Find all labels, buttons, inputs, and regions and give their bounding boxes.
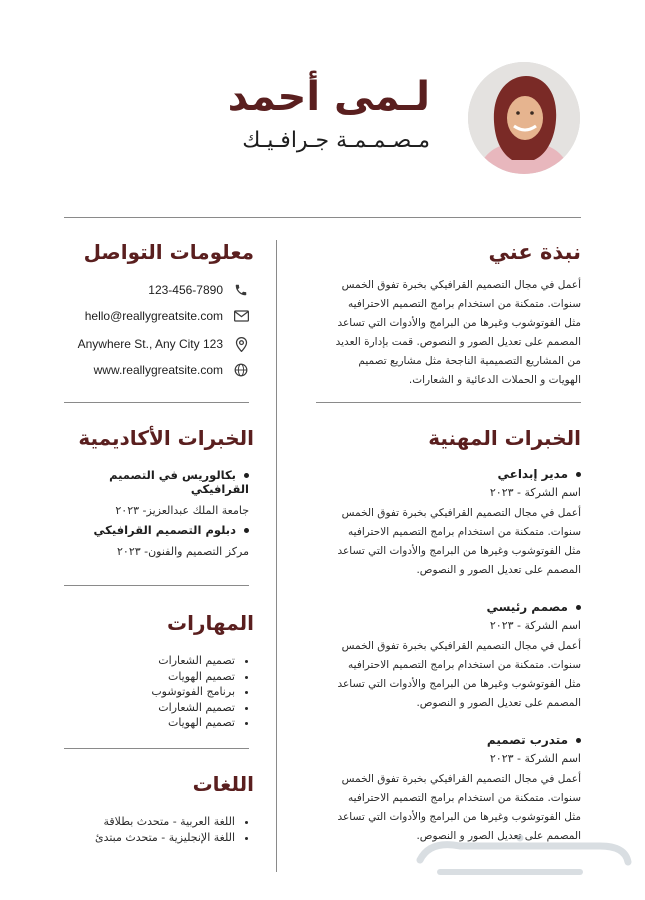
- about-divider: [316, 402, 581, 403]
- education-divider: [64, 585, 249, 586]
- skill-item: • تصميم الشعارات: [64, 653, 235, 669]
- about-heading: نبذة عني: [488, 240, 581, 264]
- header-divider: [64, 217, 581, 218]
- job-description: أعمل في مجال التصميم القرافيكي بخبرة تفوق الخمس سنوات. متمكنة من استخدام برامج التصميم الاحترافيه مثل الفوتوشوب وغيرها من البرامج والأدوات التي تساعد المصمم على تعديل الصور و النصوص.: [337, 773, 581, 842]
- contact-website[interactable]: www.reallygreatsite.com: [93, 363, 223, 377]
- experience-heading: الخبرات المهنية: [428, 426, 581, 450]
- bullet-dot: [576, 472, 581, 477]
- job-item: [291, 600, 581, 713]
- location-pin-icon: [233, 336, 249, 352]
- education-degree: بكالوريس في التصميم القرافيكي: [109, 468, 249, 496]
- phone-icon: [233, 282, 249, 298]
- job-title: مصمم رئيسي: [291, 600, 581, 614]
- bullet-dot: [244, 473, 249, 478]
- globe-icon: [233, 362, 249, 378]
- job-company: اسم الشركة - ٢٠٢٣: [489, 486, 581, 499]
- languages-list: [64, 814, 249, 845]
- contact-phone[interactable]: 123-456-7890: [148, 283, 223, 297]
- skill-item: • تصميم الشعارات: [64, 700, 235, 716]
- skill-item: • تصميم الهويات: [64, 715, 235, 731]
- job-item: [291, 733, 581, 846]
- job-title: متدرب تصميم: [291, 733, 581, 747]
- contact-address: Anywhere St., Any City 123: [77, 337, 223, 351]
- job-company: اسم الشركة - ٢٠٢٣: [489, 619, 581, 632]
- haraj-watermark-logo: [400, 832, 640, 882]
- column-divider: [276, 240, 277, 872]
- resume-role: مـصـمـمـة جـرافـيـك: [242, 128, 430, 153]
- education-school: جامعة الملك عبدالعزيز- ٢٠٢٣: [115, 504, 249, 517]
- contact-phone-row: [64, 282, 249, 298]
- contact-email-row: [64, 308, 249, 324]
- job-item: [291, 467, 581, 580]
- job-description: أعمل في مجال التصميم القرافيكي بخبرة تفوق الخمس سنوات. متمكنة من استخدام برامج التصميم الاحترافيه مثل الفوتوشوب وغيرها من البرامج والأدوات التي تساعد المصمم على تعديل الصور و النصوص.: [337, 640, 581, 709]
- skills-heading: المهارات: [167, 611, 254, 635]
- job-description: أعمل في مجال التصميم القرافيكي بخبرة تفوق الخمس سنوات. متمكنة من استخدام برامج التصميم الاحترافيه مثل الفوتوشوب وغيرها من البرامج والأدوات التي تساعد المصمم على تعديل الصور و النصوص.: [337, 507, 581, 576]
- education-school: مركز التصميم والفنون- ٢٠٢٣: [117, 545, 249, 558]
- contact-address-row: [64, 336, 249, 352]
- bullet-dot: [244, 528, 249, 533]
- about-text: أعمل في مجال التصميم القرافيكي بخبرة تفوق الخمس سنوات. متمكنة من استخدام برامج التصميم الاحترافيه مثل الفوتوشوب وغيرها من البرامج والأدوات التي تساعد المصمم على تعديل الصور و النصوص. قمت بإدارة العديد من المشاريع التصميمية الناجحة مثل مشاريع تصميم الهويات و الحملات الدعائية و الشعارات.: [335, 279, 581, 386]
- resume-name: لـمى أحمد: [227, 74, 430, 120]
- language-item: • اللغة العربية - متحدث بطلاقة: [64, 814, 235, 830]
- job-title: مدير إبداعي: [291, 467, 581, 481]
- education-degree: دبلوم التصميم القرافيكي: [64, 523, 249, 537]
- language-item: • اللغة الإنجليزية - متحدث مبتدئ: [64, 830, 235, 846]
- contact-website-row: [64, 362, 249, 378]
- contact-heading: معلومات التواصل: [83, 240, 254, 264]
- bullet-dot: [576, 605, 581, 610]
- contact-email[interactable]: hello@reallygreatsite.com: [84, 309, 223, 323]
- skills-list: [64, 653, 249, 731]
- education-item: [64, 468, 249, 517]
- profile-photo: [468, 62, 580, 174]
- skill-item: • برنامج الفوتوشوب: [64, 684, 235, 700]
- contact-divider: [64, 402, 249, 403]
- job-company: اسم الشركة - ٢٠٢٣: [489, 752, 581, 765]
- skills-divider: [64, 748, 249, 749]
- mail-icon: [233, 308, 249, 324]
- languages-heading: اللغات: [192, 772, 254, 796]
- skill-item: • تصميم الهويات: [64, 669, 235, 685]
- bullet-dot: [576, 738, 581, 743]
- education-item: [64, 523, 249, 558]
- education-heading: الخبرات الأكاديمية: [78, 426, 254, 450]
